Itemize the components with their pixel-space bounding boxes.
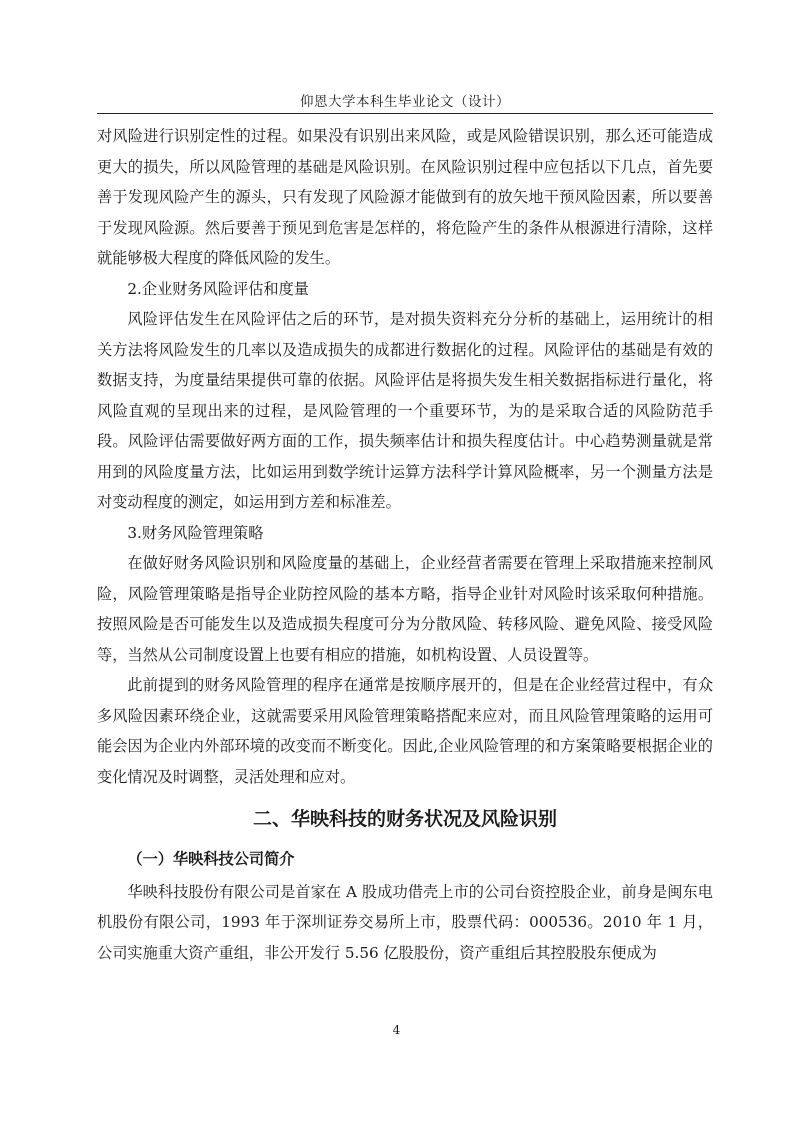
heading-risk-assessment: 2.企业财务风险评估和度量: [127, 279, 309, 298]
page-number: 4: [392, 1023, 401, 1037]
heading-risk-strategy: 3.财务风险管理策略: [127, 523, 264, 542]
paragraph-company-intro: 华映科技股份有限公司是首家在 A 股成功借壳上市的公司台资控股企业，前身是闽东电机股份有限公司，1993 年于深圳证券交易所上市，股票代码：000536。2010 年 1 月，公司实施重大资产重组，非公开发行 5.56 亿股股份，资产重组后其控股股东便成为: [97, 882, 713, 962]
paragraph-risk-strategy: 在做好财务风险识别和风险度量的基础上，企业经营者需要在管理上采取措施来控制风险，风险管理策略是指导企业防控风险的基本方略，指导企业针对风险时该采取何种措施。按照风险是否可能发生以及造成损失程度可分为分散风险、转移风险、避免风险、接受风险等，当然从公司制度设置上也要有相应的措施，如机构设置、人员设置等。: [97, 554, 713, 664]
running-header: 仰恩大学本科生毕业论文（设计）: [300, 94, 510, 110]
paragraph-risk-assessment: 风险评估发生在风险评估之后的环节，是对损失资料充分分析的基础上，运用统计的相关方法将风险发生的几率以及造成损失的成都进行数据化的过程。风险评估的基础是有效的数据支持，为度量结果提供可靠的依据。风险评估是将损失发生相关数据指标进行量化，将风险直观的呈现出来的过程，是风险管理的一个重要环节，为的是采取合适的风险防范手段。风险评估需要做好两方面的工作，损失频率估计和损失程度估计。中心趋势测量就是常用到的风险度量方法，比如运用到数学统计运算方法科学计算风险概率，另一个测量方法是对变动程度的测定，如运用到方差和标准差。: [97, 310, 713, 511]
paragraph-risk-procedure: 此前提到的财务风险管理的程序在通常是按顺序展开的，但是在企业经营过程中，有众多风险因素环绕企业，这就需要采用风险管理策略搭配来应对，而且风险管理策略的运用可能会因为企业内外部环境的改变而不断变化。因此,企业风险管理的和方案策略要根据企业的变化情况及时调整，灵活处理和应对。: [97, 676, 713, 786]
subsection-title: （一）华映科技公司简介: [127, 850, 295, 868]
section-title: 二、华映科技的财务状况及风险识别: [252, 808, 557, 830]
header-rule: [97, 113, 713, 114]
paragraph-risk-identification-cont: 对风险进行识别定性的过程。如果没有识别出来风险，或是风险错误识别，那么还可能造成更大的损失，所以风险管理的基础是风险识别。在风险识别过程中应包括以下几点，首先要善于发现风险产生的源头，只有发现了风险源才能做到有的放矢地干预风险因素，所以要善于发现风险源。然后要善于预见到危害是怎样的，将危险产生的条件从根源进行清除，这样就能够极大程度的降低风险的发生。: [97, 127, 713, 267]
page-body: [97, 121, 713, 968]
